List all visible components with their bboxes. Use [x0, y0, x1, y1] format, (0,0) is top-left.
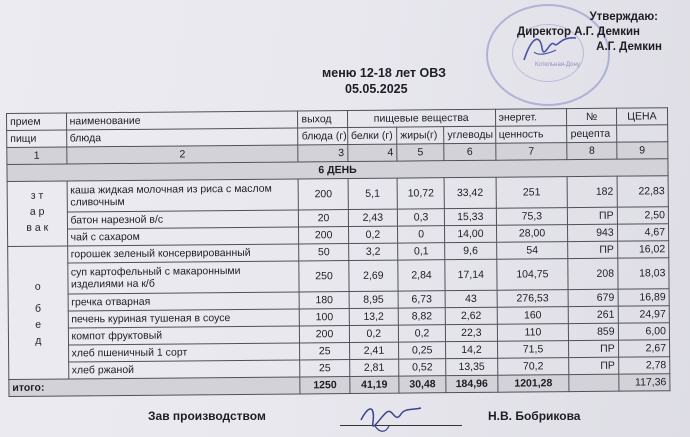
col-number: 5 — [397, 144, 444, 161]
lunch-meal-label: о б е д — [8, 246, 69, 380]
total-price: 117,36 — [618, 374, 670, 391]
col-number: 2 — [66, 145, 298, 164]
col-number: 4 — [348, 144, 397, 161]
col-number: 3 — [298, 145, 347, 162]
dish-protein: 2,81 — [349, 359, 398, 376]
dish-output: 20 — [299, 210, 348, 227]
dish-energy: 110 — [497, 324, 569, 342]
dish-fat: 2,84 — [398, 260, 445, 291]
dish-price: 16,02 — [617, 241, 669, 258]
menu-table — [6, 107, 670, 397]
col-head-name: наименование — [66, 111, 298, 130]
dish-price: 4,67 — [617, 224, 669, 241]
dish-name: чай с сахаром — [67, 227, 299, 246]
dish-energy: 71,5 — [497, 341, 569, 359]
dish-price: 2,67 — [618, 340, 670, 357]
approval-block — [517, 10, 662, 55]
dish-protein: 13,2 — [349, 308, 398, 325]
dish-carbs: 9,6 — [445, 242, 496, 259]
dish-protein: 8,95 — [349, 291, 398, 308]
dish-recipe: ПР — [568, 241, 617, 258]
col-number: 9 — [616, 142, 668, 159]
col-head-name-2: блюда — [66, 128, 298, 147]
dish-carbs: 33,42 — [444, 177, 496, 208]
dish-recipe: ПР — [569, 340, 618, 357]
dish-energy: 54 — [496, 242, 568, 260]
col-head-value: ценность — [495, 126, 567, 144]
total-energy: 1201,28 — [497, 375, 569, 393]
col-number: 6 — [444, 143, 495, 160]
col-head-energy: энергет. — [495, 109, 567, 127]
seal-text: Котельная-Дону — [535, 62, 580, 68]
dish-recipe: ПР — [569, 357, 618, 374]
col-head-price: ЦЕНА — [616, 108, 668, 125]
dish-protein: 2,43 — [348, 209, 397, 226]
dish-output: 25 — [300, 343, 349, 360]
dish-protein: 0,2 — [349, 325, 398, 342]
dish-output: 200 — [299, 227, 348, 244]
dish-recipe: 859 — [569, 323, 618, 340]
col-head-nutrients: пищевые вещества — [347, 109, 495, 127]
dish-output: 50 — [299, 244, 348, 261]
col-head-output: выход — [298, 111, 347, 128]
production-head-name: Н.В. Бобрикова — [488, 409, 581, 423]
dish-name: компот фруктовый — [68, 326, 300, 345]
col-head-meal: прием — [7, 113, 67, 131]
dish-carbs: 17,14 — [445, 259, 497, 290]
dish-recipe: 943 — [568, 224, 617, 241]
dish-name: гречка отварная — [68, 292, 300, 311]
col-number: 7 — [495, 143, 567, 161]
dish-output: 25 — [300, 360, 349, 377]
dish-protein: 2,69 — [349, 260, 399, 291]
dish-name: каша жидкая молочная из риса с маслом сливочным — [67, 179, 299, 212]
dish-fat: 0,3 — [397, 209, 444, 226]
col-number: 1 — [7, 147, 67, 165]
dish-fat: 0 — [398, 226, 445, 243]
dish-energy: 75,3 — [496, 208, 568, 226]
dish-price: 2,50 — [617, 207, 669, 224]
col-head-fat: жиры(г) — [397, 127, 444, 144]
dish-fat: 0,52 — [399, 359, 446, 376]
col-head-meal-2: пищи — [7, 130, 67, 148]
dish-carbs: 14,00 — [445, 225, 496, 242]
dish-name: батон нарезной в/с — [67, 210, 299, 229]
dish-output: 100 — [300, 309, 349, 326]
dish-protein: 5,1 — [348, 178, 398, 209]
dish-fat: 0,25 — [399, 342, 446, 359]
dish-fat: 10,72 — [397, 178, 444, 209]
dish-energy: 160 — [497, 307, 569, 325]
production-head-signature — [355, 396, 425, 436]
dish-energy: 276,53 — [497, 290, 569, 308]
dish-protein: 3,2 — [348, 243, 397, 260]
dish-carbs: 15,33 — [445, 208, 496, 225]
dish-carbs: 2,62 — [445, 307, 496, 324]
col-head-number: № — [567, 108, 616, 125]
day-label: 6 ДЕНЬ — [7, 159, 668, 182]
dish-name: суп картофельный с макаронными изделиями на к/б — [67, 261, 299, 294]
dish-name: печень куриная тушеная в соусе — [68, 309, 300, 328]
dish-recipe: 208 — [568, 258, 618, 289]
menu-date: 05.05.2025 — [345, 82, 408, 96]
dish-energy: 104,75 — [496, 259, 568, 291]
col-head-carbs: углеводы — [444, 126, 495, 143]
col-number: 8 — [567, 142, 616, 159]
dish-energy: 28,00 — [496, 225, 568, 243]
col-head-protein: белки (г) — [347, 127, 396, 144]
dish-recipe: 679 — [568, 289, 617, 306]
col-head-output-2: блюда (г) — [298, 128, 347, 145]
dish-output: 200 — [299, 179, 349, 210]
dish-carbs: 13,35 — [446, 358, 497, 375]
col-head-recipe: рецепта — [567, 125, 616, 142]
dish-fat: 6,73 — [398, 291, 445, 308]
production-head-label: Зав производством — [148, 409, 266, 423]
dish-recipe: ПР — [568, 207, 617, 224]
dish-fat: 0,2 — [398, 325, 445, 342]
director-name: А.Г. Демкин — [596, 41, 662, 53]
dish-fat: 8,82 — [398, 308, 445, 325]
approve-label: Утверждаю: — [589, 11, 658, 23]
total-output: 1250 — [300, 377, 349, 394]
dish-output: 250 — [299, 261, 349, 292]
dish-name: хлеб пшеничный 1 сорт — [68, 343, 300, 362]
dish-price: 22,83 — [617, 176, 669, 207]
dish-carbs: 22,3 — [446, 324, 497, 341]
dish-protein: 0,2 — [348, 226, 397, 243]
dish-name: горошек зеленый консервированный — [67, 244, 299, 263]
dish-price: 16,89 — [618, 289, 670, 306]
total-carbs: 184,96 — [446, 375, 497, 392]
dish-recipe: 182 — [567, 176, 617, 207]
dish-carbs: 43 — [445, 290, 496, 307]
total-recipe-empty — [569, 374, 618, 391]
col-head-price-2 — [616, 125, 668, 142]
total-protein: 41,19 — [350, 376, 399, 393]
dish-recipe: 261 — [569, 306, 618, 323]
dish-output: 200 — [300, 326, 349, 343]
breakfast-meal-label: з т а р в а к — [7, 181, 67, 247]
dish-output: 180 — [300, 292, 349, 309]
dish-price: 18,03 — [617, 258, 669, 289]
total-fat: 30,48 — [399, 376, 446, 393]
dish-price: 2,78 — [618, 357, 670, 374]
dish-energy: 70,2 — [497, 358, 569, 376]
total-label: итого: — [9, 377, 301, 397]
dish-price: 6,00 — [618, 323, 670, 340]
director-line: Директор А.Г. Демкин — [517, 26, 640, 38]
dish-energy: 251 — [496, 177, 568, 209]
dish-carbs: 14,2 — [446, 341, 497, 358]
dish-name: хлеб ржаной — [68, 360, 300, 379]
menu-title: меню 12-18 лет ОВЗ — [322, 66, 446, 80]
dish-price: 24,97 — [618, 306, 670, 323]
dish-fat: 0,1 — [398, 243, 445, 260]
dish-protein: 2,41 — [349, 342, 398, 359]
